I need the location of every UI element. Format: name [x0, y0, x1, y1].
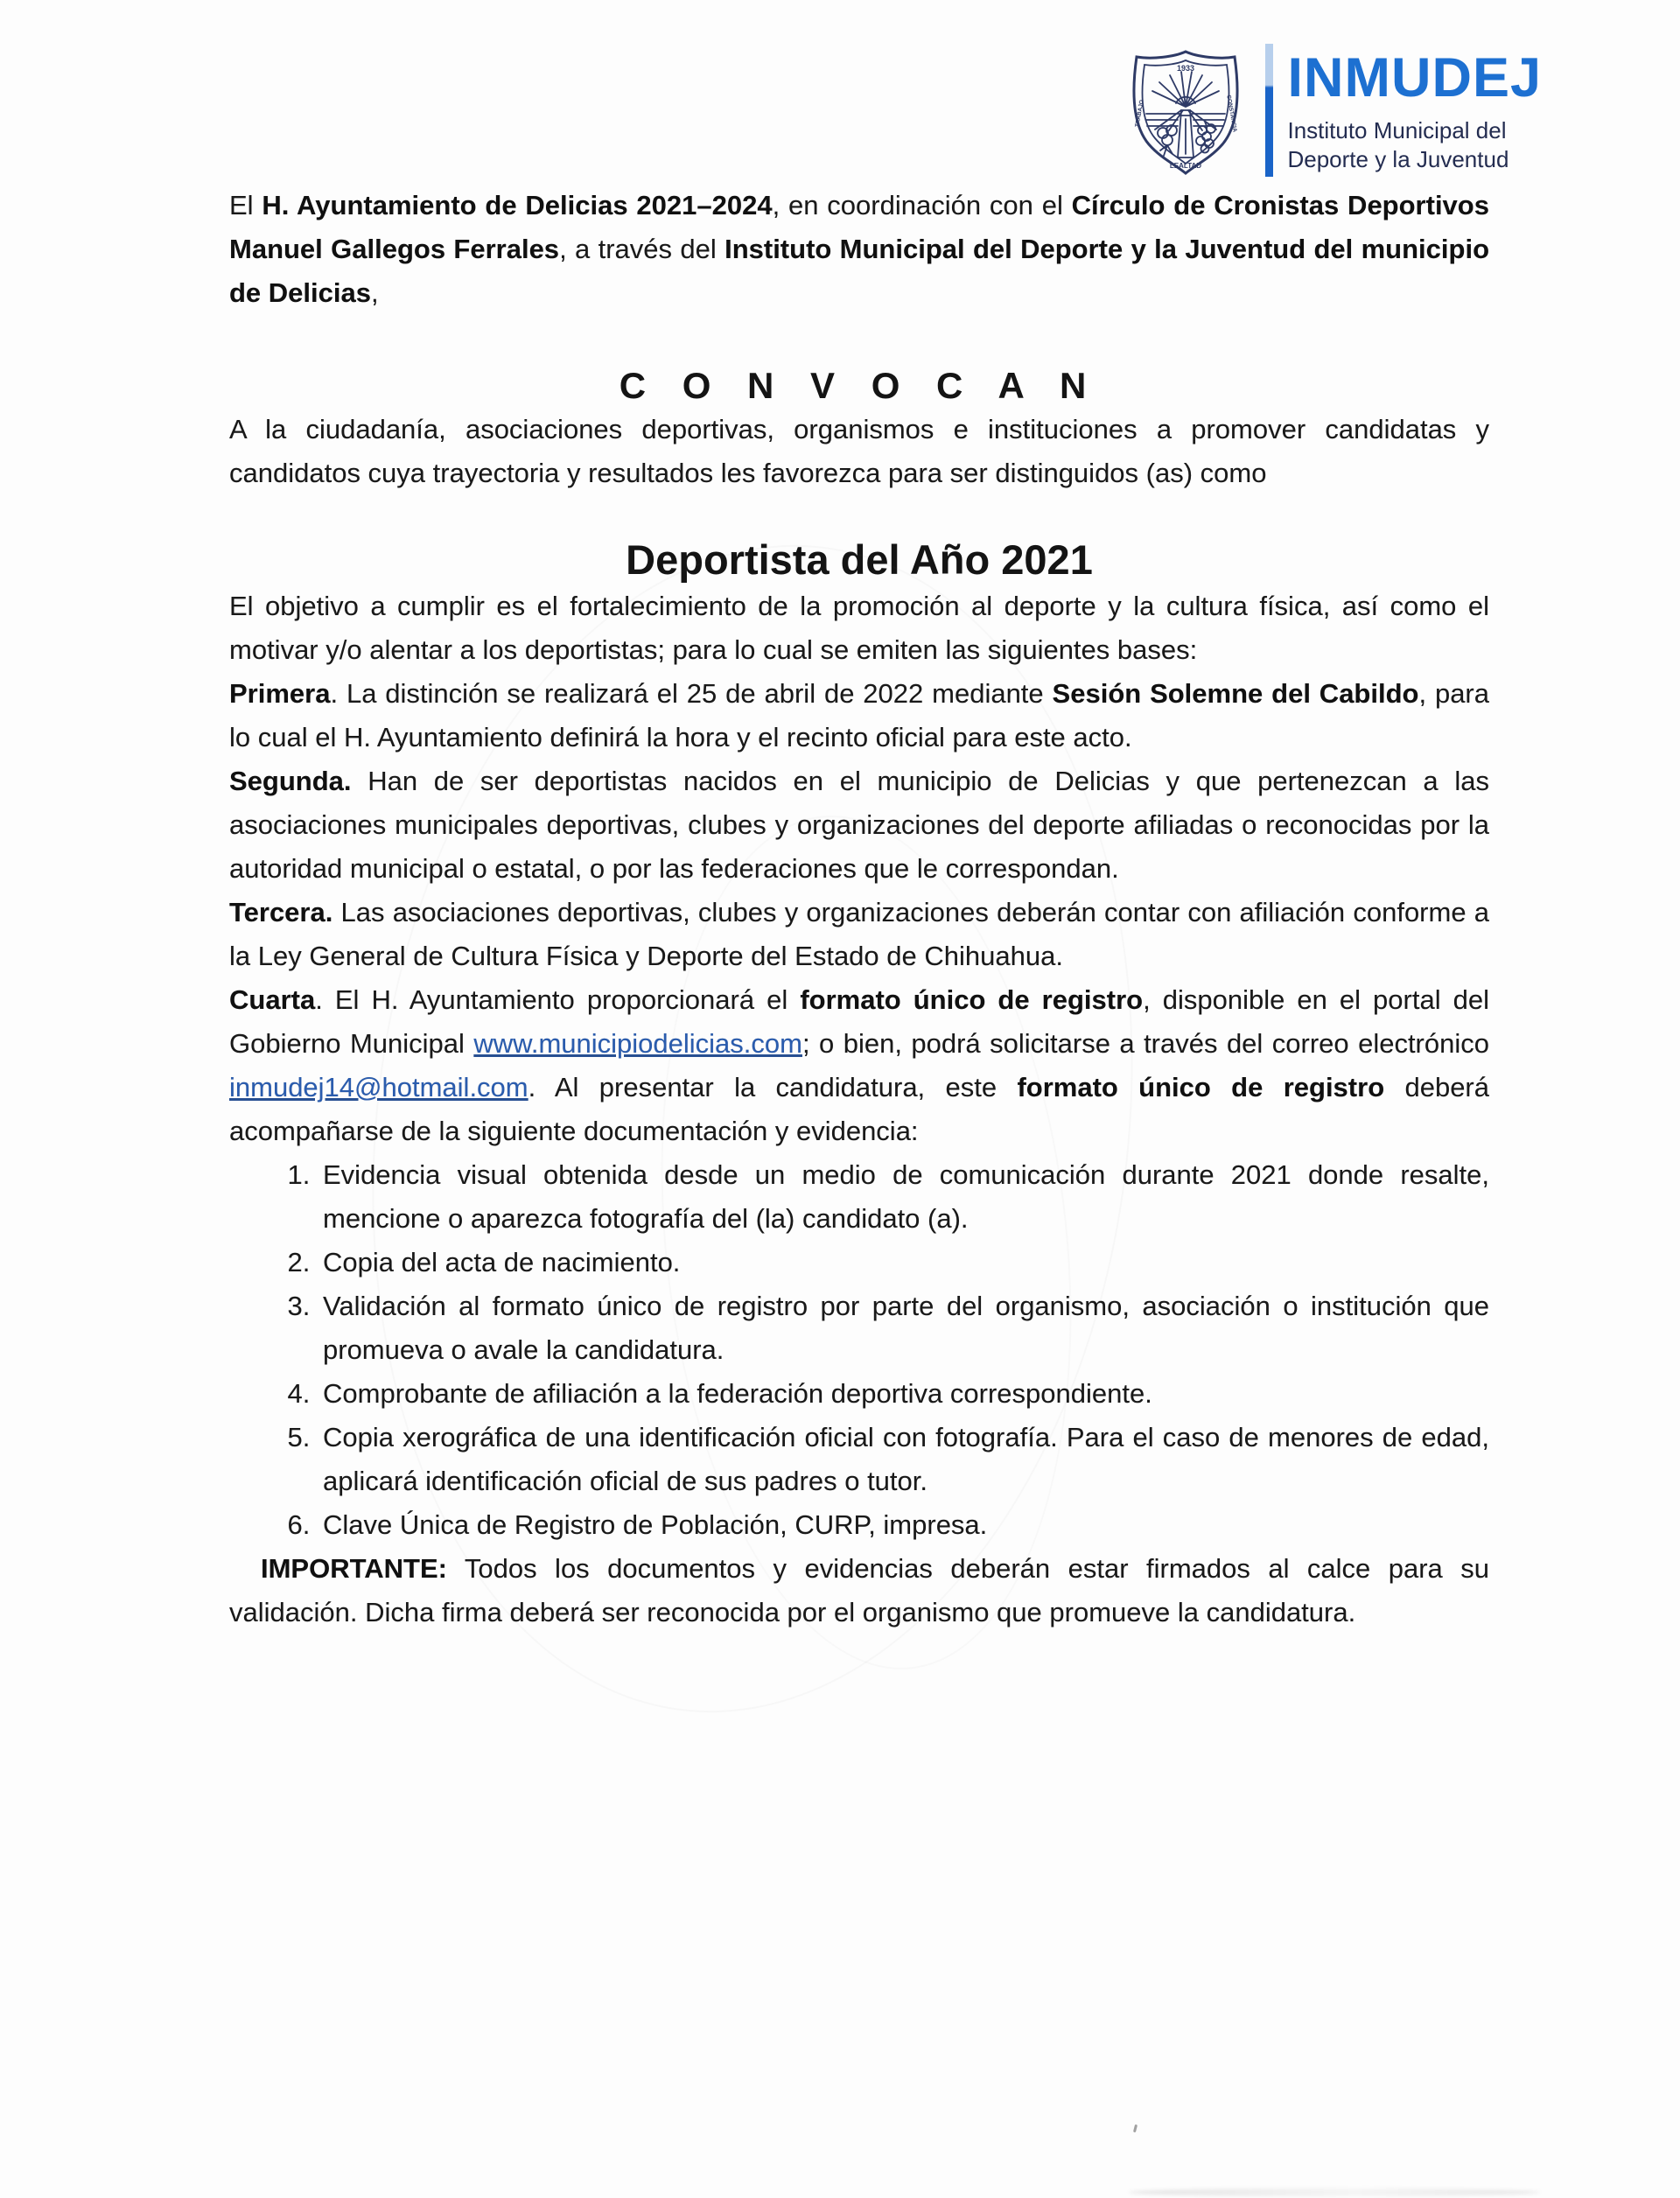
text-run: , disponible en el portal del Gobierno Municipal: [229, 984, 1490, 1059]
bold-text-run: Instituto Municipal del Deporte y la Juventud del municipio de Delicias: [229, 234, 1490, 308]
award-title: Deportista del Año 2021: [626, 536, 1093, 583]
scan-artifact-speck: [1133, 2124, 1138, 2132]
text-run: . La distinción se realizará el 25 de abril de 2022 mediante: [330, 678, 1053, 709]
text-run: El: [229, 190, 262, 220]
important-note-paragraph: [229, 1547, 1489, 1634]
text-run: Todos los documentos y evidencias deberán estar firmados al calce para su validación. Dicha firma deberá ser reconocida por el organismo que promueve la candidatura.: [229, 1553, 1489, 1628]
bold-text-run: formato único de registro: [1017, 1072, 1385, 1102]
hyperlink[interactable]: inmudej14@hotmail.com: [229, 1072, 528, 1102]
bold-text-run: Segunda.: [229, 766, 352, 796]
text-run: , para lo cual el H. Ayuntamiento definirá la hora y el recinto oficial para este acto.: [229, 678, 1489, 752]
bold-text-run: Tercera.: [229, 897, 333, 928]
text-run: . Al presentar la candidatura, este: [528, 1072, 1018, 1102]
bold-text-run: Círculo de Cronistas Deportivos Manuel Gallegos Ferrales: [229, 190, 1489, 264]
crest-motto-right: CONSTANCIA: [1225, 94, 1239, 133]
text-run: ; o bien, podrá solicitarse a través del correo electrónico: [802, 1028, 1489, 1059]
requirement-item-6: 6. Clave Única de Registro de Población, CURP, impresa.: [318, 1503, 1489, 1547]
base-tercera-paragraph: [229, 891, 1489, 978]
brand-name: INMUDEJ: [1287, 47, 1542, 108]
bold-text-run: formato único de registro: [800, 984, 1144, 1015]
text-run: deberá acompañarse de la siguiente documentación y evidencia:: [229, 1072, 1489, 1146]
logo-divider-bar: [1265, 44, 1273, 177]
intro-paragraph: [229, 184, 1489, 315]
bold-text-run: IMPORTANTE:: [261, 1553, 447, 1584]
text-run: , a través del: [559, 234, 725, 264]
brand-tagline: [1287, 116, 1542, 174]
crest-motto-left: TRABAJO: [1134, 99, 1146, 128]
text-run: , en coordinación con el: [772, 190, 1072, 220]
delicias-coat-of-arms-icon: [1120, 46, 1251, 177]
bold-text-run: Primera: [229, 678, 331, 709]
crest-year-text: 1933: [1177, 64, 1195, 73]
text-run: . El H. Ayuntamiento proporcionará el: [315, 984, 801, 1015]
brand-tagline-line2: Deporte y la Juventud: [1287, 146, 1509, 172]
requirement-item-3: 3. Validación al formato único de registro por parte del organismo, asociación o institución que promueva o avale la candidatura.: [318, 1284, 1489, 1372]
bold-text-run: H. Ayuntamiento de Delicias 2021–2024: [262, 190, 773, 220]
scan-artifact-smudge: [1129, 2188, 1540, 2196]
text-run: ,: [370, 277, 379, 308]
convocan-heading: C O N V O C A N: [619, 365, 1100, 406]
bold-text-run: Cuarta: [229, 984, 316, 1015]
objective-paragraph: El objetivo a cumplir es el fortalecimiento de la promoción al deporte y la cultura física, así como el motivar y/o alentar a los deportistas; para lo cual se emiten las siguientes bases:: [229, 591, 1489, 665]
hyperlink[interactable]: www.municipiodelicias.com: [473, 1028, 802, 1059]
requirement-item-4: 4. Comprobante de afiliación a la federación deportiva correspondiente.: [318, 1372, 1489, 1416]
requirement-item-5: 5. Copia xerográfica de una identificación oficial con fotografía. Para el caso de menores de edad, aplicará identificación oficial de sus padres o tutor.: [318, 1416, 1489, 1503]
base-primera-paragraph: [229, 672, 1489, 760]
call-to-action-paragraph: A la ciudadanía, asociaciones deportivas, organismos e instituciones a promover candidatas y candidatos cuya trayectoria y resultados les favorezca para ser distinguidos (as) como: [229, 414, 1489, 488]
logo-text-block: [1287, 44, 1542, 174]
base-cuarta-paragraph: [229, 978, 1489, 1153]
requirement-item-1: 1. Evidencia visual obtenida desde un medio de comunicación durante 2021 donde resalte, mencione o aparezca fotografía del (la) candidato (a).: [318, 1153, 1489, 1241]
requirements-list: [229, 1153, 1489, 1547]
text-run: Las asociaciones deportivas, clubes y organizaciones deberán contar con afiliación conforme a la Ley General de Cultura Física y Deporte del Estado de Chihuahua.: [229, 897, 1489, 971]
text-run: Han de ser deportistas nacidos en el municipio de Delicias y que pertenezcan a las asociaciones municipales deportivas, clubes y organizaciones del deporte afiliadas o reconocidas por la autoridad municipal o estatal, o por las federaciones que le correspondan.: [229, 766, 1489, 884]
requirement-item-2: 2. Copia del acta de nacimiento.: [318, 1241, 1489, 1284]
bold-text-run: Sesión Solemne del Cabildo: [1052, 678, 1419, 709]
crest-motto-bottom: LEALTAD: [1170, 162, 1202, 170]
inmudej-logo: [1120, 44, 1542, 177]
base-segunda-paragraph: [229, 760, 1489, 891]
brand-tagline-line1: Instituto Municipal del: [1287, 117, 1507, 144]
